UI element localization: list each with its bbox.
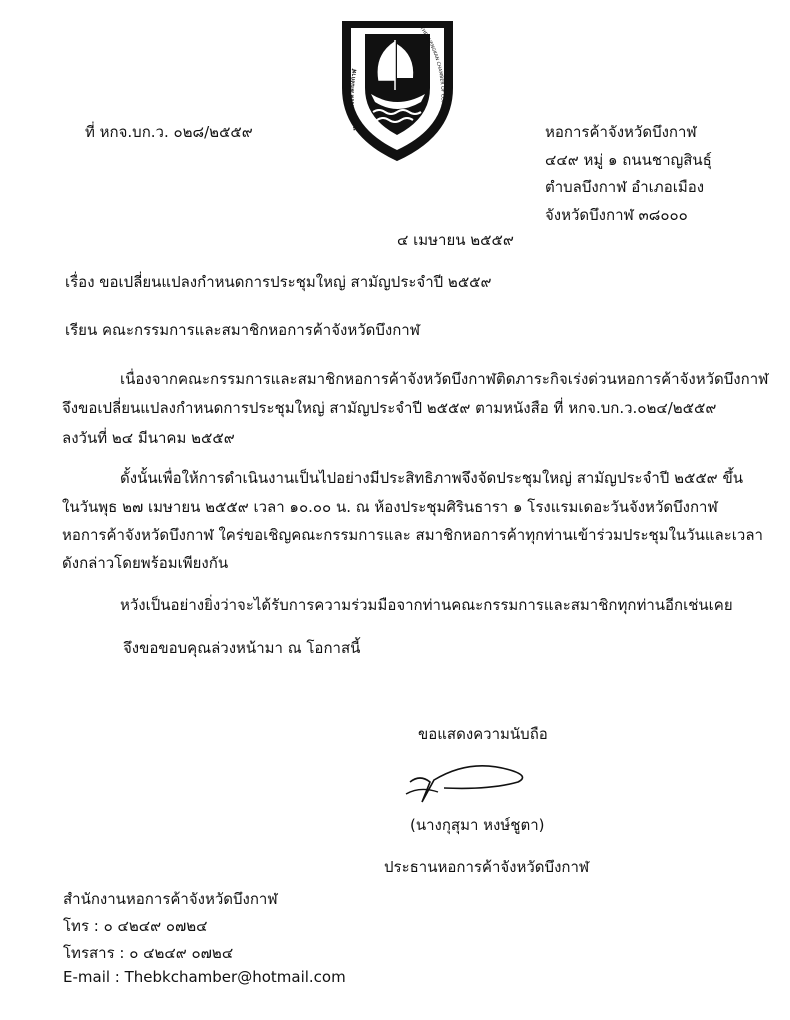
body-paragraph-4: จึงขอขอบคุณล่วงหน้ามา ณ โอกาสนี้ <box>123 639 361 657</box>
paragraph-line: จึงขอเปลี่ยนแปลงกำหนดการประชุมใหญ่ สามัญประจำปี ๒๕๕๙ ตามหนังสือ ที่ หกจ.บก.ว.๐๒๔/๒๕๕๙ <box>62 399 717 417</box>
address-line: จังหวัดบึงกาฬ ๓๘๐๐๐ <box>545 206 688 224</box>
logo-arc-text-english: THE BUENGKAN CHAMBER OF COMMERCE <box>418 26 445 122</box>
subject-line: เรื่อง ขอเปลี่ยนแปลงกำหนดการประชุมใหญ่ สามัญประจำปี ๒๕๕๙ <box>65 273 492 291</box>
paragraph-line: ลงวันที่ ๒๔ มีนาคม ๒๕๕๙ <box>62 429 235 447</box>
footer-fax: โทรสาร : ๐ ๔๒๔๙ ๐๗๒๔ <box>63 944 234 962</box>
footer-email[interactable]: E-mail : Thebkchamber@hotmail.com <box>63 968 346 986</box>
chamber-logo-emblem <box>335 10 460 165</box>
paragraph-line: ดั้งนั้นเพื่อให้การดำเนินงานเป็นไปอย่างมีประสิทธิภาพจึงจัดประชุมใหญ่ สามัญประจำปี ๒๕๕๙ ขึ้น <box>120 469 743 487</box>
signer-title: ประธานหอการค้าจังหวัดบึงกาฬ <box>384 858 590 876</box>
handwritten-signature <box>400 752 540 812</box>
address-line: ๔๔๙ หมู่ ๑ ถนนชาญสินธุ์ <box>545 151 712 169</box>
paragraph-line: หอการค้าจังหวัดบึงกาฬ ใคร่ขอเชิญคณะกรรมการและ สมาชิกหอการค้าทุกท่านเข้าร่วมประชุมในวันและเวลา <box>62 526 763 544</box>
closing-phrase: ขอแสดงความนับถือ <box>418 725 548 743</box>
paragraph-line: ในวันพุธ ๒๗ เมษายน ๒๕๕๙ เวลา ๑๐.๐๐ น. ณ ห้องประชุมศิรินธารา ๑ โรงแรมเดอะวันจังหวัดบึงกาฬ <box>62 498 718 516</box>
paragraph-line: เนื่องจากคณะกรรมการและสมาชิกหอการค้าจังหวัดบึงกาฬติดภาระกิจเร่งด่วนหอการค้าจังหวัดบึงกาฬ <box>120 370 769 388</box>
address-line: ตำบลบึงกาฬ อำเภอเมือง <box>545 178 705 196</box>
paragraph-line: ดังกล่าวโดยพร้อมเพียงกัน <box>62 554 229 572</box>
salutation-line: เรียน คณะกรรมการและสมาชิกหอการค้าจังหวัดบึงกาฬ <box>65 321 420 339</box>
reference-number: ที่ หกจ.บก.ว. ๐๒๘/๒๕๕๙ <box>85 123 253 141</box>
body-paragraph-3: หวังเป็นอย่างยิ่งว่าจะได้รับการความร่วมมือจากท่านคณะกรรมการและสมาชิกทุกท่านอีกเช่นเคย <box>120 596 733 614</box>
logo-arc-text-thai: หอการค้าจังหวัดบึงกาฬ <box>348 68 359 131</box>
signer-name: (นางกุสุมา หงษ์ชูตา) <box>410 816 545 834</box>
footer-phone: โทร : ๐ ๔๒๔๙ ๐๗๒๔ <box>63 917 208 935</box>
footer-office: สำนักงานหอการค้าจังหวัดบึงกาฬ <box>63 890 278 908</box>
address-line: หอการค้าจังหวัดบึงกาฬ <box>545 123 697 141</box>
letter-date: ๔ เมษายน ๒๕๕๙ <box>397 231 514 249</box>
